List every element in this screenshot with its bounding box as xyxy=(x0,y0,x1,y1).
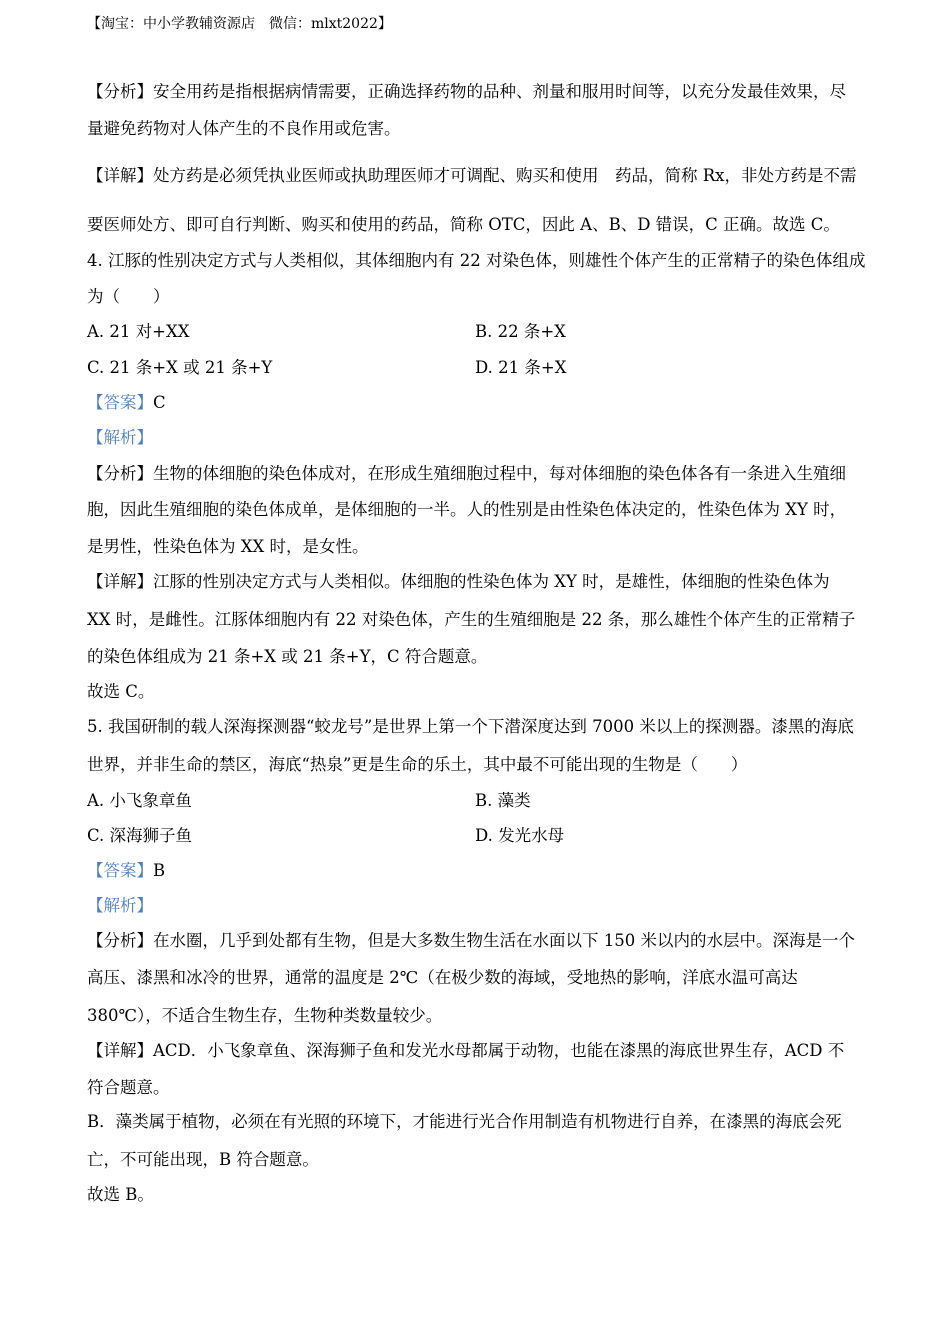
q4-answer-label: 【答案】 xyxy=(87,393,153,412)
q4-analysis-line-1: 【分析】生物的体细胞的染色体成对，在形成生殖细胞过程中，每对体细胞的染色体各有一条进入生殖细 xyxy=(87,464,846,483)
q4-analysis-line-2: 胞，因此生殖细胞的染色体成单，是体细胞的一半。人的性别是由性染色体决定的，性染色体为 XY 时， xyxy=(87,500,847,519)
q5-answer-value: B xyxy=(153,861,166,880)
q5-conclusion: 故选 B。 xyxy=(87,1185,154,1204)
q5-option-b: B. 藻类 xyxy=(475,791,531,810)
q3-analysis-line-2: 量避免药物对人体产生的不良作用或危害。 xyxy=(87,119,401,138)
q4-answer-value: C xyxy=(153,393,166,412)
q4-detail-line-3: 的染色体组成为 21 条+X 或 21 条+Y，C 符合题意。 xyxy=(87,647,488,666)
q4-answer xyxy=(87,391,166,415)
q4-option-c: C. 21 条+X 或 21 条+Y xyxy=(87,358,273,377)
q5-detail-line-4: 亡，不可能出现，B 符合题意。 xyxy=(87,1150,319,1169)
q5-explain-label: 【解析】 xyxy=(87,896,153,915)
q4-analysis-line-3: 是男性，性染色体为 XX 时，是女性。 xyxy=(87,537,369,556)
q5-analysis-line-2: 高压、漆黑和冰冷的世界，通常的温度是 2℃（在极少数的海域，受地热的影响，洋底水温可高达 xyxy=(87,968,798,987)
q5-detail-line-2: 符合题意。 xyxy=(87,1078,170,1097)
q5-stem-line-2: 世界，并非生命的禁区，海底“热泉”更是生命的乐土，其中最不可能出现的生物是（ ） xyxy=(87,755,748,774)
q4-detail-line-1: 【详解】江豚的性别决定方式与人类相似。体细胞的性染色体为 XY 时，是雄性，体细胞的性染色体为 xyxy=(87,572,830,591)
page-header: 【淘宝：中小学教辅资源店 微信：mlxt2022】 xyxy=(87,16,392,32)
q4-option-b: B. 22 条+X xyxy=(475,322,566,341)
q4-stem-line-1: 4. 江豚的性别决定方式与人类相似，其体细胞内有 22 对染色体，则雄性个体产生的正常精子的染色体组成 xyxy=(87,251,866,270)
q5-detail-line-3: B．藻类属于植物，必须在有光照的环境下，才能进行光合作用制造有机物进行自养，在漆黑的海底会死 xyxy=(87,1112,842,1131)
q3-analysis-line-1: 【分析】安全用药是指根据病情需要，正确选择药物的品种、剂量和服用时间等，以充分发最佳效果，尽 xyxy=(87,82,846,101)
q5-analysis-line-3: 380℃），不适合生物生存，生物种类数量较少。 xyxy=(87,1006,443,1025)
q5-answer-label: 【答案】 xyxy=(87,861,153,880)
q4-option-a: A. 21 对+XX xyxy=(87,322,190,341)
q4-conclusion: 故选 C。 xyxy=(87,682,155,701)
q4-stem-line-2: 为（ ） xyxy=(87,287,170,306)
q5-detail-line-1: 【详解】ACD．小飞象章鱼、深海狮子鱼和发光水母都属于动物，也能在漆黑的海底世界生存，ACD 不 xyxy=(87,1041,845,1060)
q5-option-d: D. 发光水母 xyxy=(475,826,565,845)
q4-option-d: D. 21 条+X xyxy=(475,358,567,377)
q4-detail-line-2: XX 时，是雌性。江豚体细胞内有 22 对染色体，产生的生殖细胞是 22 条，那么雄性个体产生的正常精子 xyxy=(87,610,856,629)
q3-detail-line-1: 【详解】处方药是必须凭执业医师或执助理医师才可调配、购买和使用 药品，简称 Rx，非处方药是不需 xyxy=(87,166,857,185)
q5-option-c: C. 深海狮子鱼 xyxy=(87,826,193,845)
q5-analysis-line-1: 【分析】在水圈，几乎到处都有生物，但是大多数生物生活在水面以下 150 米以内的水层中。深海是一个 xyxy=(87,931,855,950)
q5-stem-line-1: 5. 我国研制的载人深海探测器“蛟龙号”是世界上第一个下潜深度达到 7000 米以上的探测器。漆黑的海底 xyxy=(87,717,854,736)
q5-option-a: A. 小飞象章鱼 xyxy=(87,791,192,810)
q4-explain-label: 【解析】 xyxy=(87,428,153,447)
q5-answer xyxy=(87,859,165,883)
q3-detail-line-2: 要医师处方、即可自行判断、购买和使用的药品，简称 OTC，因此 A、B、D 错误，C 正确。故选 C。 xyxy=(87,215,840,234)
